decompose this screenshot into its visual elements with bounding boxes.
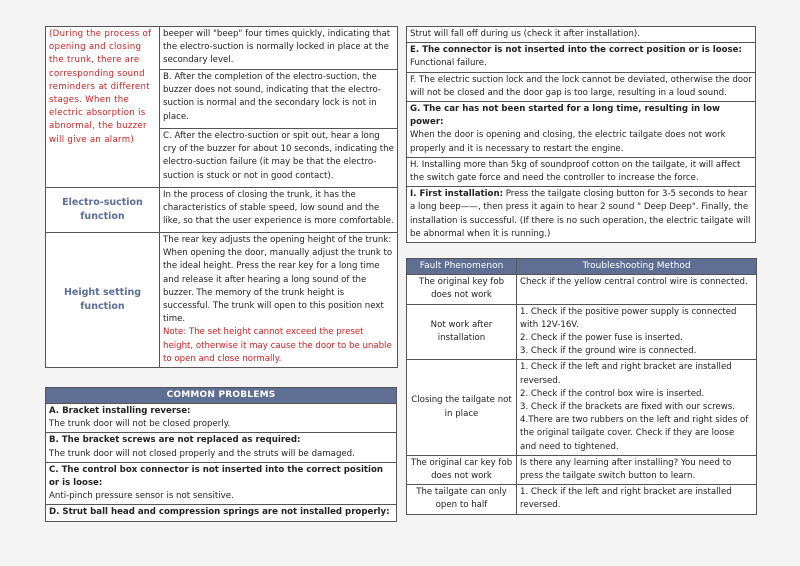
problem-e-heading: E. The connector is not inserted into the correct position or is loose: (410, 45, 742, 56)
problem-b (46, 433, 397, 462)
height-setting-cell (160, 233, 398, 368)
sound-cell-b: B. After the completion of the electro-suction, the buzzer does not sound, indicating that the electro-suction is normal and the secondary lock is not in place. (160, 70, 398, 129)
method-2 (517, 304, 757, 360)
problem-a-heading: A. Bracket installing reverse: (49, 406, 191, 416)
problem-b-heading: B. The bracket screws are not replaced as required: (49, 435, 301, 446)
problem-g-text: When the door is opening and closing, the electric tailgate does not work properly and it is necessary to restart the engine. (410, 130, 726, 154)
problem-c-text: Anti-pinch pressure sensor is not sensitive. (49, 491, 234, 502)
method-3 (517, 360, 757, 455)
problem-i-text: Press the tailgate closing button for 3-5 seconds to hear a long beep——, then press it again to hear 2 sound " Deep Deep". Finally, the installation is successful. (If there is no such operation, the electric tailgate will be abnormal when it is running.) (410, 189, 751, 239)
troubleshooting-method-header: Troubleshooting Method (517, 259, 757, 275)
electro-suction-text: In the process of closing the trunk, it has the characteristics of stable speed, low sound and the like, so that the user experience is more comfortable. (160, 188, 398, 233)
method-3-3: 3. Check if the brackets are fixed with our screws. (520, 402, 735, 413)
problem-b-text: The trunk door will not closed properly and the struts will be damaged. (49, 448, 355, 459)
problem-c (46, 462, 397, 505)
method-5: 1. Check if the left and right bracket are installed reversed. (517, 485, 757, 514)
fault-phenomenon-header: Fault Phenomenon (407, 259, 517, 275)
fault-5: The tailgate can only open to half (407, 485, 517, 514)
method-2-3: 3. Check if the ground wire is connected. (520, 346, 697, 357)
method-3-2: 2. Check if the control box wire is inserted. (520, 388, 705, 399)
problem-i-heading: I. First installation: (410, 189, 504, 200)
problem-c-heading: C. The control box connector is not inserted into the correct position or is loose: (49, 464, 383, 489)
method-2-1: 1. Check if the positive power supply is connected with 12V-16V. (520, 306, 737, 330)
problem-a (46, 404, 397, 433)
method-3-1: 1. Check if the left and right bracket are installed reversed. (520, 362, 732, 386)
common-problems-title: COMMON PROBLEMS (46, 388, 397, 404)
problem-a-text: The trunk door will not be closed properly. (49, 419, 231, 430)
feature-table (45, 26, 398, 368)
fault-4: The original car key fob does not work (407, 455, 517, 484)
electro-suction-label: Electro-suction function (46, 188, 160, 233)
height-setting-text: The rear key adjusts the opening height of the trunk: When opening the door, manually adjust the trunk to the ideal height. Press the rear key for a long time and release it after hearing a long sound of the buzzer. The memory of the trunk height is successful. The trunk will open to this position next time. (163, 235, 393, 325)
common-problems-table (45, 387, 397, 522)
sound-cell-a: beeper will "beep" four times quickly, indicating that the electro-suction is normally locked in place at the secondary level. (160, 27, 398, 70)
problem-f: F. The electric suction lock and the lock cannot be deviated, otherwise the door will not be closed and the door gap is too large, resulting in a loud sound. (407, 72, 756, 101)
problem-g (407, 102, 756, 158)
troubleshooting-table (406, 258, 757, 515)
fault-3: Closing the tailgate not in place (407, 360, 517, 455)
problem-d-text: Strut will fall off during us (check it after installation). (407, 27, 756, 43)
method-4: Is there any learning after installing? You need to press the tailgate switch button to learn. (517, 455, 757, 484)
method-1: Check if the yellow central control wire is connected. (517, 275, 757, 304)
fault-1: The original key fob does not work (407, 275, 517, 304)
problem-e-text: Functional failure. (410, 58, 487, 69)
problem-g-heading: G. The car has not been started for a long time, resulting in low power: (410, 104, 720, 128)
problems-continued-table (406, 26, 756, 243)
problem-h: H. Installing more than 5kg of soundproof cotton on the tailgate, it will affect the switch gate force and need the controller to increase the force. (407, 157, 756, 186)
problem-i (407, 187, 756, 243)
sound-cell-c: C. After the electro-suction or spit out, hear a long cry of the buzzer for about 10 seconds, indicating the electro-suction failure (it may be that the electro-suction is stuck or not in good contact). (160, 129, 398, 188)
sound-reminder-label: (During the process of opening and closing the trunk, there are corresponding sound reminders at different stages. When the electric absorption is abnormal, the buzzer will give an alarm) (46, 27, 160, 188)
height-setting-label: Height setting function (46, 233, 160, 368)
method-3-4: 4.There are two rubbers on the left and right sides of the original tailgate cover. Check if they are loose and need to tightened. (520, 415, 749, 452)
problem-e (407, 43, 756, 72)
method-2-2: 2. Check if the power fuse is inserted. (520, 333, 683, 344)
problem-d (46, 505, 397, 521)
fault-2: Not work after installation (407, 304, 517, 360)
height-setting-note: Note: The set height cannot exceed the preset height, otherwise it may cause the door to be unable to open and close normally. (163, 327, 392, 364)
problem-d-heading: D. Strut ball head and compression springs are not installed properly: (49, 507, 390, 518)
